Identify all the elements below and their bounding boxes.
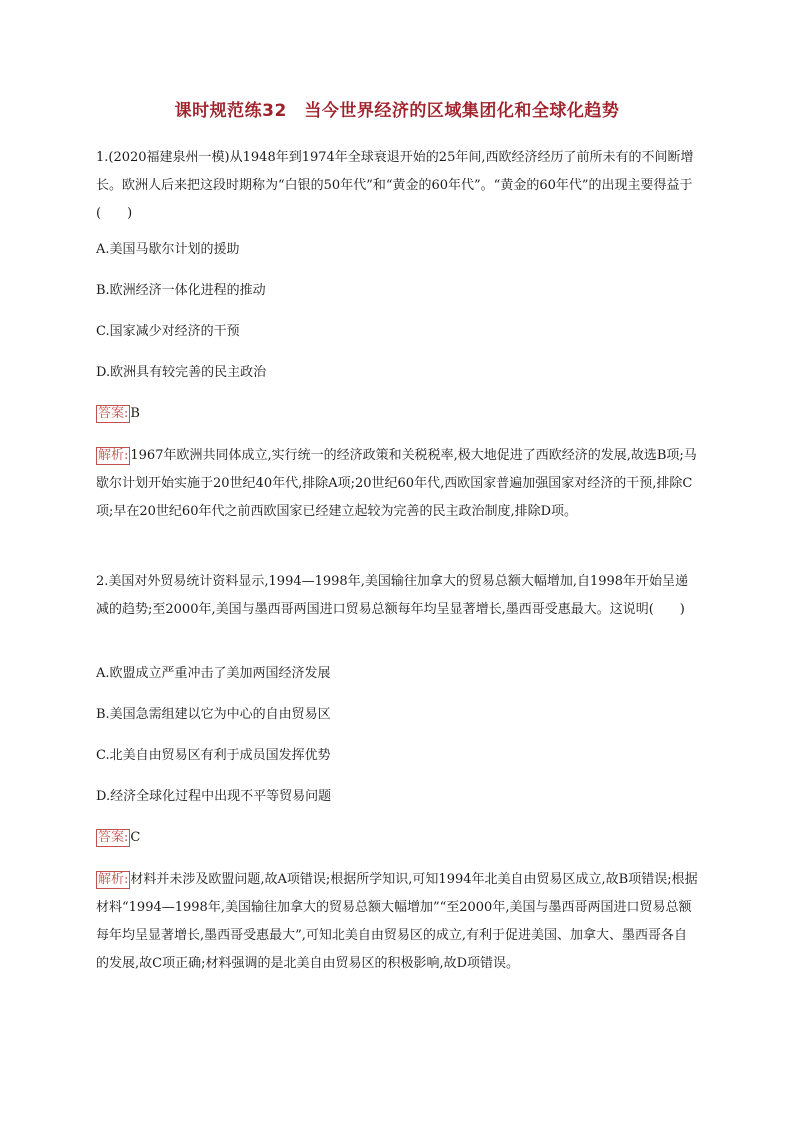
question-2-option-a: A.欧盟成立严重冲击了美加两国经济发展 (96, 666, 331, 681)
analysis-label: 解析: (98, 448, 129, 463)
question-2-answer-row (96, 824, 700, 852)
question-2-stem: 2.美国对外贸易统计资料显示,1994—1998年,美国输往加拿大的贸易总额大幅增加,自1998年开始呈递减的趋势;至2000年,美国与墨西哥两国进口贸易总额每年均呈显著增长,墨西哥受惠最大。这说明( ) (96, 574, 689, 617)
answer-label: 答案: (98, 830, 129, 845)
analysis-label: 解析: (98, 872, 129, 887)
question-1-option-c: C.国家减少对经济的干预 (96, 324, 240, 339)
question-2-analysis (96, 866, 700, 978)
answer-value: C (130, 830, 141, 845)
analysis-text: 1967年欧洲共同体成立,实行统一的经济政策和关税税率,极大地促进了西欧经济的发展,故选B项;马歇尔计划开始实施于20世纪40年代,排除A项;20世纪60年代,西欧国家普遍加强国家对经济的干预,排除C项;早在20世纪60年代之前西欧国家已经建立起较为完善的民主政治制度,排除D项。 (96, 448, 697, 519)
analysis-text: 材料并未涉及欧盟问题,故A项错误;根据所学知识,可知1994年北美自由贸易区成立,故B项错误;根据材料“1994—1998年,美国输往加拿大的贸易总额大幅增加”“至2000年,美国与墨西哥两国进口贸易总额每年均呈显著增长,墨西哥受惠最大”,可知北美自由贸易区的成立,有利于促进美国、加拿大、墨西哥各自的发展,故C项正确;材料强调的是北美自由贸易区的积极影响,故D项错误。 (96, 872, 698, 971)
question-1-analysis (96, 442, 700, 526)
question-1-option-d: D.欧洲具有较完善的民主政治 (96, 365, 267, 380)
page-title: 课时规范练32 当今世界经济的区域集团化和全球化趋势 (174, 101, 620, 121)
question-1-option-a: A.美国马歇尔计划的援助 (96, 242, 240, 257)
question-2-option-b: B.美国急需组建以它为中心的自由贸易区 (96, 707, 331, 722)
question-1-stem: 1.(2020福建泉州一模)从1948年到1974年全球衰退开始的25年间,西欧经济经历了前所未有的不间断增长。欧洲人后来把这段时期称为“白银的50年代”和“黄金的60年代”。“黄金的60年代”的出现主要得益于( ) (96, 150, 694, 221)
question-1-option-b: B.欧洲经济一体化进程的推动 (96, 283, 266, 298)
question-2-option-d: D.经济全球化过程中出现不平等贸易问题 (96, 789, 332, 804)
answer-value: B (130, 406, 140, 421)
answer-label: 答案: (98, 406, 129, 421)
question-1-answer-row (96, 400, 700, 428)
question-2-option-c: C.北美自由贸易区有利于成员国发挥优势 (96, 748, 331, 763)
